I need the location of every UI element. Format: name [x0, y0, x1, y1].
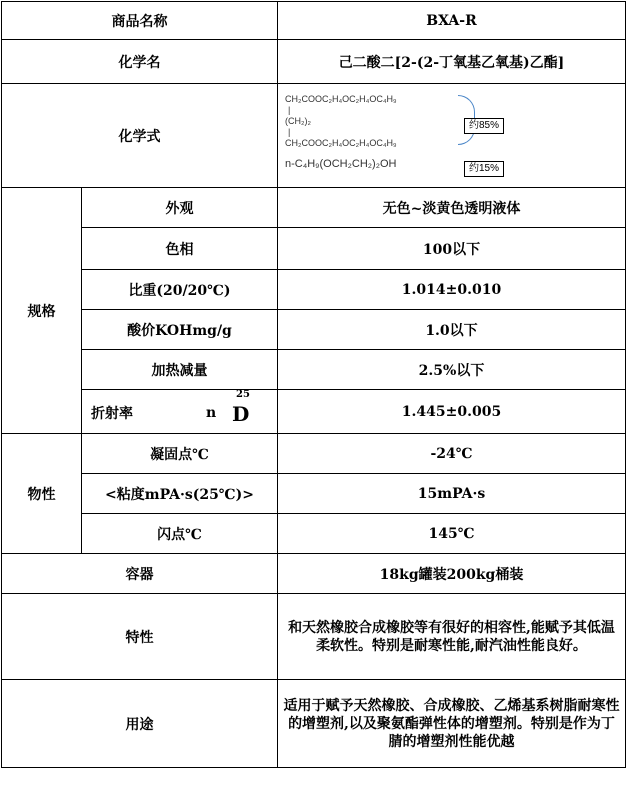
- formula-line-3: (CH₂)₂: [285, 115, 311, 126]
- row-flash: [2, 514, 626, 554]
- feature-value: 和天然橡胶合成橡胶等有很好的相容性,能赋予其低温柔软性。特别是耐寒性能,耐汽油性能良好。: [278, 594, 626, 680]
- heat-loss-label: 加热减量: [82, 350, 278, 390]
- appearance-label: 外观: [82, 188, 278, 228]
- flash-value: 145℃: [278, 514, 626, 554]
- row-appearance: [2, 188, 626, 228]
- usage-label: 用途: [2, 680, 278, 768]
- freeze-value: -24℃: [278, 434, 626, 474]
- visc-label: <粘度mPA·s(25℃)>: [82, 474, 278, 514]
- structural-formula: [278, 85, 625, 187]
- spec-group-label: 规格: [2, 188, 82, 434]
- row-refr: [2, 390, 626, 434]
- props-group-label: 物性: [2, 434, 82, 554]
- feature-label: 特性: [2, 594, 278, 680]
- row-freeze: [2, 434, 626, 474]
- heat-loss-value: 2.5%以下: [278, 350, 626, 390]
- refr-label: 折射率: [91, 406, 133, 422]
- row-sg: [2, 270, 626, 310]
- formula-label: 化学式: [2, 84, 278, 188]
- product-label: 商品名称: [2, 2, 278, 40]
- formula-line-6: n-C₄H₉(OCH₂CH₂)₂OH: [285, 157, 397, 170]
- container-value: 18kg罐装200kg桶装: [278, 554, 626, 594]
- row-container: [2, 554, 626, 594]
- hue-value: 100以下: [278, 228, 626, 270]
- row-acid: [2, 310, 626, 350]
- spec-table: [1, 1, 626, 768]
- row-visc: [2, 474, 626, 514]
- visc-value: 15mPA·s: [278, 474, 626, 514]
- row-hue: [2, 228, 626, 270]
- hue-label: 色相: [82, 228, 278, 270]
- chem-name-value: 己二酸二[2-(2-丁氧基乙氧基)乙酯]: [278, 40, 626, 84]
- refr-sup: 25: [236, 389, 250, 400]
- sg-label: 比重(20/20℃): [82, 270, 278, 310]
- acid-label: 酸价KOHmg/g: [82, 310, 278, 350]
- flash-label: 闪点℃: [82, 514, 278, 554]
- refr-n: n: [206, 405, 217, 421]
- refr-label-cell: [82, 390, 278, 434]
- formula-line-5: CH₂COOC₂H₄OC₂H₄OC₄H₉: [285, 137, 397, 148]
- row-product: [2, 2, 626, 40]
- chem-name-label: 化学名: [2, 40, 278, 84]
- refr-value: 1.445±0.005: [278, 390, 626, 434]
- usage-value: 适用于赋予天然橡胶、合成橡胶、乙烯基系树脂耐寒性的增塑剂,以及聚氨酯弹性体的增塑剂。特别是作为丁腈的增塑剂性能优越: [278, 680, 626, 768]
- formula-line-4: |: [288, 126, 291, 137]
- pct-85-box: 约85%: [464, 118, 504, 134]
- product-value: BXA-R: [278, 2, 626, 40]
- row-usage: [2, 680, 626, 768]
- container-label: 容器: [2, 554, 278, 594]
- formula-line-2: |: [288, 104, 291, 115]
- appearance-value: 无色~淡黄色透明液体: [278, 188, 626, 228]
- row-chem-name: [2, 40, 626, 84]
- pct-15-box: 约15%: [464, 161, 504, 177]
- row-feature: [2, 594, 626, 680]
- row-formula: [2, 84, 626, 188]
- acid-value: 1.0以下: [278, 310, 626, 350]
- formula-cell: [278, 84, 626, 188]
- formula-line-1: CH₂COOC₂H₄OC₂H₄OC₄H₉: [285, 93, 397, 104]
- refr-D: D: [232, 402, 250, 426]
- freeze-label: 凝固点℃: [82, 434, 278, 474]
- sg-value: 1.014±0.010: [278, 270, 626, 310]
- row-heat-loss: [2, 350, 626, 390]
